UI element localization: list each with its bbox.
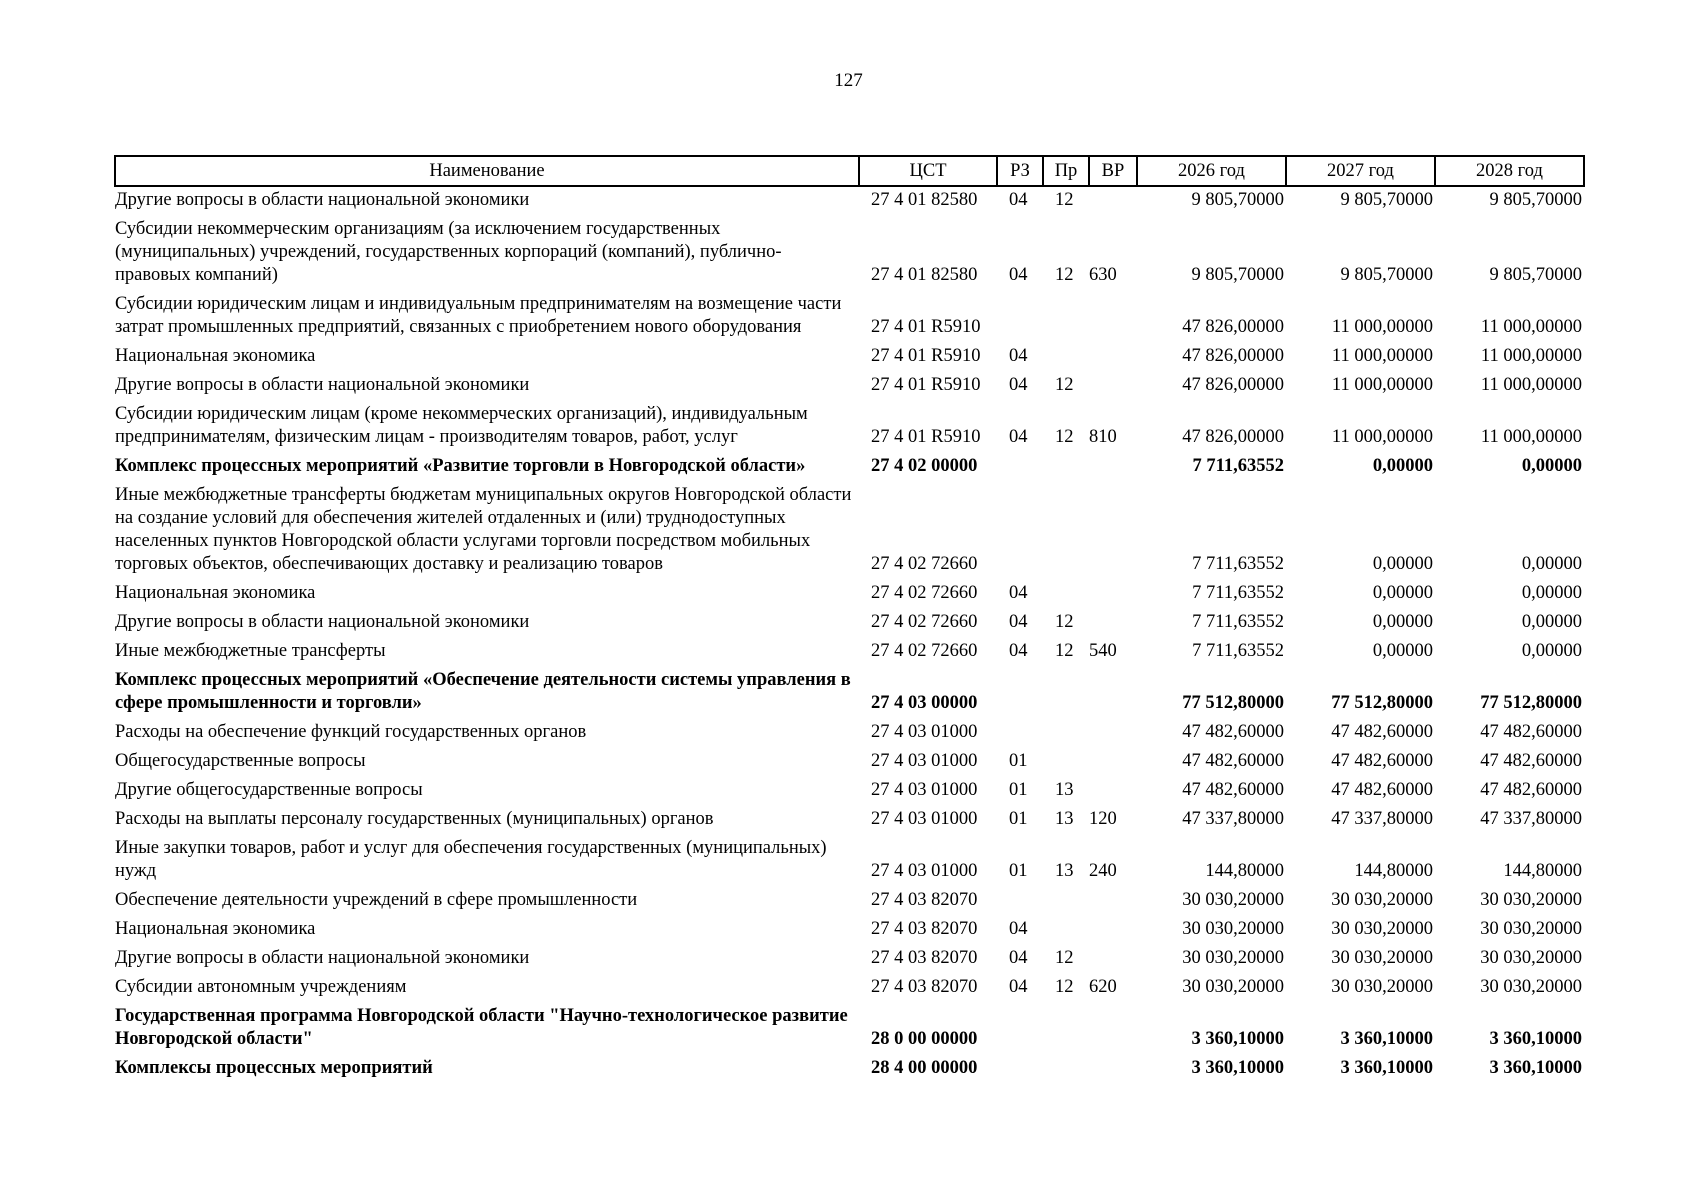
row-pr: 12	[1055, 641, 1074, 661]
row-rz	[997, 291, 1043, 343]
row-cst: 27 4 01 82580	[871, 190, 978, 210]
row-2027: 3 360,10000	[1340, 1029, 1433, 1049]
row-2028: 11 000,00000	[1480, 427, 1582, 447]
table-row	[115, 974, 1584, 1003]
table-row	[115, 580, 1584, 609]
table-body	[115, 186, 1584, 1084]
row-cst: 27 4 02 00000	[871, 456, 978, 476]
row-pr: 13	[1055, 809, 1074, 829]
row-pr	[1043, 916, 1089, 945]
row-vr	[1089, 453, 1137, 482]
row-2026: 77 512,80000	[1182, 693, 1284, 713]
row-cst: 27 4 02 72660	[871, 641, 978, 661]
row-name: Комплекс процессных мероприятий «Обеспечение деятельности системы управления в сфере промышленности и торговли»	[115, 670, 851, 713]
row-rz: 04	[1009, 346, 1028, 366]
row-cst: 28 4 00 00000	[871, 1058, 978, 1078]
row-2027: 3 360,10000	[1340, 1058, 1433, 1078]
row-2027: 30 030,20000	[1331, 890, 1433, 910]
row-vr: 810	[1089, 427, 1117, 447]
row-2026: 30 030,20000	[1182, 890, 1284, 910]
row-rz	[997, 719, 1043, 748]
row-2026: 47 482,60000	[1182, 722, 1284, 742]
header-name: Наименование	[115, 156, 859, 186]
row-2026: 47 482,60000	[1182, 751, 1284, 771]
table-row	[115, 343, 1584, 372]
row-rz: 04	[1009, 427, 1028, 447]
row-rz: 01	[1009, 751, 1028, 771]
row-cst: 27 4 03 82070	[871, 919, 978, 939]
table-row	[115, 887, 1584, 916]
page-number: 127	[834, 70, 863, 91]
row-2026: 47 482,60000	[1182, 780, 1284, 800]
row-2026: 9 805,70000	[1191, 190, 1284, 210]
row-cst: 27 4 03 00000	[871, 693, 978, 713]
row-rz: 01	[1009, 861, 1028, 881]
row-pr: 13	[1055, 780, 1074, 800]
row-2028: 30 030,20000	[1480, 919, 1582, 939]
row-pr: 12	[1055, 375, 1074, 395]
row-pr	[1043, 887, 1089, 916]
row-cst: 27 4 02 72660	[871, 583, 978, 603]
row-vr	[1089, 916, 1137, 945]
row-2027: 11 000,00000	[1331, 375, 1433, 395]
row-2028: 47 482,60000	[1480, 722, 1582, 742]
row-name: Другие вопросы в области национальной экономики	[115, 190, 530, 210]
row-rz: 04	[1009, 265, 1028, 285]
row-2026: 3 360,10000	[1191, 1058, 1284, 1078]
row-pr	[1043, 580, 1089, 609]
row-rz: 04	[1009, 641, 1028, 661]
row-rz: 04	[1009, 190, 1028, 210]
row-2028: 144,80000	[1503, 861, 1582, 881]
row-name: Субсидии автономным учреждениям	[115, 977, 407, 997]
row-cst: 27 4 01 82580	[871, 265, 978, 285]
row-2026: 3 360,10000	[1191, 1029, 1284, 1049]
row-2026: 47 826,00000	[1182, 375, 1284, 395]
table-row	[115, 609, 1584, 638]
row-vr	[1089, 667, 1137, 719]
row-cst: 27 4 01 R5910	[871, 317, 981, 337]
row-2028: 30 030,20000	[1480, 977, 1582, 997]
row-2028: 0,00000	[1521, 456, 1582, 476]
row-cst: 27 4 03 01000	[871, 780, 978, 800]
row-pr: 13	[1055, 861, 1074, 881]
table-row	[115, 1055, 1584, 1084]
row-2026: 47 826,00000	[1182, 427, 1284, 447]
header-pr: Пр	[1043, 156, 1089, 186]
row-name: Другие вопросы в области национальной экономики	[115, 612, 530, 632]
row-pr: 12	[1055, 265, 1074, 285]
header-2028: 2028 год	[1435, 156, 1584, 186]
table-row	[115, 482, 1584, 580]
row-rz: 04	[1009, 583, 1028, 603]
table-row	[115, 1003, 1584, 1055]
row-2028: 11 000,00000	[1480, 346, 1582, 366]
row-cst: 28 0 00 00000	[871, 1029, 978, 1049]
row-vr	[1089, 482, 1137, 580]
row-name: Другие вопросы в области национальной экономики	[115, 375, 530, 395]
row-2027: 0,00000	[1372, 456, 1433, 476]
row-2028: 3 360,10000	[1489, 1058, 1582, 1078]
row-2028: 77 512,80000	[1480, 693, 1582, 713]
row-name: Расходы на обеспечение функций государственных органов	[115, 722, 587, 742]
row-2028: 0,00000	[1521, 554, 1582, 574]
row-2027: 47 337,80000	[1331, 809, 1433, 829]
row-name: Субсидии юридическим лицам и индивидуальным предпринимателям на возмещение части затрат промышленных предприятий, связанных с приобретением нового оборудования	[115, 294, 842, 337]
row-name: Общегосударственные вопросы	[115, 751, 366, 771]
row-vr: 120	[1089, 809, 1117, 829]
row-2026: 47 826,00000	[1182, 346, 1284, 366]
row-rz: 04	[1009, 919, 1028, 939]
row-name: Иные межбюджетные трансферты бюджетам муниципальных округов Новгородской области на создание условий для обеспечения жителей отдаленных и (или) труднодоступных населенных пунктов Новгородской области услугами торговли посредством мобильных торговых объектов, обеспечивающих доставку и реализацию товаров	[115, 485, 852, 574]
row-2027: 9 805,70000	[1340, 190, 1433, 210]
table-row	[115, 216, 1584, 291]
row-2027: 0,00000	[1372, 583, 1433, 603]
row-cst: 27 4 01 R5910	[871, 346, 981, 366]
row-vr	[1089, 609, 1137, 638]
row-2027: 77 512,80000	[1331, 693, 1433, 713]
row-vr	[1089, 748, 1137, 777]
row-pr: 12	[1055, 977, 1074, 997]
row-vr	[1089, 372, 1137, 401]
header-2026: 2026 год	[1137, 156, 1286, 186]
row-2028: 11 000,00000	[1480, 375, 1582, 395]
row-2028: 11 000,00000	[1480, 317, 1582, 337]
row-2027: 47 482,60000	[1331, 780, 1433, 800]
row-2028: 9 805,70000	[1489, 265, 1582, 285]
row-2026: 7 711,63552	[1192, 583, 1284, 603]
row-vr: 240	[1089, 861, 1117, 881]
row-name: Национальная экономика	[115, 346, 316, 366]
table-row	[115, 638, 1584, 667]
row-name: Обеспечение деятельности учреждений в сфере промышленности	[115, 890, 638, 910]
budget-table	[114, 155, 1585, 1084]
row-2027: 30 030,20000	[1331, 919, 1433, 939]
row-pr	[1043, 482, 1089, 580]
table-row	[115, 372, 1584, 401]
row-name: Государственная программа Новгородской области "Научно-технологическое развитие Новгородской области"	[115, 1006, 848, 1049]
row-rz: 01	[1009, 809, 1028, 829]
row-vr: 630	[1089, 265, 1117, 285]
row-2027: 47 482,60000	[1331, 751, 1433, 771]
row-cst: 27 4 03 82070	[871, 977, 978, 997]
row-2028: 47 482,60000	[1480, 751, 1582, 771]
row-cst: 27 4 03 82070	[871, 890, 978, 910]
row-name: Иные закупки товаров, работ и услуг для обеспечения государственных (муниципальных) нужд	[115, 838, 827, 881]
row-vr: 620	[1089, 977, 1117, 997]
table-row	[115, 667, 1584, 719]
table-row	[115, 748, 1584, 777]
header-rz: РЗ	[997, 156, 1043, 186]
table-row	[115, 186, 1584, 216]
row-rz: 04	[1009, 977, 1028, 997]
row-pr: 12	[1055, 427, 1074, 447]
row-rz	[997, 887, 1043, 916]
row-2027: 144,80000	[1354, 861, 1433, 881]
row-vr	[1089, 580, 1137, 609]
row-2027: 0,00000	[1372, 554, 1433, 574]
row-2028: 47 482,60000	[1480, 780, 1582, 800]
row-2026: 7 711,63552	[1192, 641, 1284, 661]
table-row	[115, 806, 1584, 835]
row-2028: 0,00000	[1521, 583, 1582, 603]
table-row	[115, 835, 1584, 887]
row-rz	[997, 453, 1043, 482]
row-name: Комплекс процессных мероприятий «Развитие торговли в Новгородской области»	[115, 456, 806, 476]
row-name: Национальная экономика	[115, 583, 316, 603]
row-cst: 27 4 03 01000	[871, 809, 978, 829]
row-vr	[1089, 719, 1137, 748]
row-2027: 47 482,60000	[1331, 722, 1433, 742]
row-cst: 27 4 03 01000	[871, 861, 978, 881]
row-2027: 0,00000	[1372, 612, 1433, 632]
row-2026: 30 030,20000	[1182, 977, 1284, 997]
row-2028: 30 030,20000	[1480, 948, 1582, 968]
row-vr	[1089, 186, 1137, 216]
row-name: Другие общегосударственные вопросы	[115, 780, 423, 800]
table-row	[115, 291, 1584, 343]
row-2027: 9 805,70000	[1340, 265, 1433, 285]
row-2026: 7 711,63552	[1192, 554, 1284, 574]
row-2028: 47 337,80000	[1480, 809, 1582, 829]
row-2026: 7 711,63552	[1192, 612, 1284, 632]
row-rz	[997, 482, 1043, 580]
table-row	[115, 453, 1584, 482]
row-cst: 27 4 02 72660	[871, 554, 978, 574]
table-row	[115, 777, 1584, 806]
table-row	[115, 916, 1584, 945]
header-vr: ВР	[1089, 156, 1137, 186]
row-2027: 11 000,00000	[1331, 346, 1433, 366]
row-cst: 27 4 03 01000	[871, 751, 978, 771]
row-2028: 9 805,70000	[1489, 190, 1582, 210]
row-2026: 7 711,63552	[1192, 456, 1284, 476]
row-rz: 04	[1009, 375, 1028, 395]
row-2026: 30 030,20000	[1182, 948, 1284, 968]
row-cst: 27 4 01 R5910	[871, 375, 981, 395]
row-cst: 27 4 03 82070	[871, 948, 978, 968]
row-name: Национальная экономика	[115, 919, 316, 939]
row-2027: 11 000,00000	[1331, 317, 1433, 337]
row-vr: 540	[1089, 641, 1117, 661]
row-vr	[1089, 777, 1137, 806]
row-name: Субсидии юридическим лицам (кроме некоммерческих организаций), индивидуальным предпринимателям, физическим лицам - производителям товаров, работ, услуг	[115, 404, 808, 447]
table-row	[115, 945, 1584, 974]
row-vr	[1089, 1003, 1137, 1055]
table-header	[115, 156, 1584, 186]
row-pr: 12	[1055, 948, 1074, 968]
row-pr	[1043, 748, 1089, 777]
row-pr	[1043, 667, 1089, 719]
row-2027: 0,00000	[1372, 641, 1433, 661]
row-pr	[1043, 1055, 1089, 1084]
row-2028: 3 360,10000	[1489, 1029, 1582, 1049]
row-2027: 30 030,20000	[1331, 977, 1433, 997]
row-2028: 0,00000	[1521, 641, 1582, 661]
row-2028: 30 030,20000	[1480, 890, 1582, 910]
table-row	[115, 401, 1584, 453]
row-2026: 47 826,00000	[1182, 317, 1284, 337]
row-2027: 30 030,20000	[1331, 948, 1433, 968]
row-2026: 30 030,20000	[1182, 919, 1284, 939]
row-cst: 27 4 03 01000	[871, 722, 978, 742]
row-cst: 27 4 02 72660	[871, 612, 978, 632]
row-pr: 12	[1055, 190, 1074, 210]
row-2027: 11 000,00000	[1331, 427, 1433, 447]
row-pr	[1043, 453, 1089, 482]
row-rz	[997, 667, 1043, 719]
row-rz: 04	[1009, 612, 1028, 632]
row-name: Комплексы процессных мероприятий	[115, 1058, 433, 1078]
row-vr	[1089, 887, 1137, 916]
row-2028: 0,00000	[1521, 612, 1582, 632]
row-name: Расходы на выплаты персоналу государственных (муниципальных) органов	[115, 809, 714, 829]
row-2026: 144,80000	[1205, 861, 1284, 881]
row-2026: 9 805,70000	[1191, 265, 1284, 285]
row-pr	[1043, 1003, 1089, 1055]
row-rz: 01	[1009, 780, 1028, 800]
row-rz: 04	[1009, 948, 1028, 968]
row-vr	[1089, 1055, 1137, 1084]
row-name: Иные межбюджетные трансферты	[115, 641, 386, 661]
row-vr	[1089, 945, 1137, 974]
row-vr	[1089, 343, 1137, 372]
row-vr	[1089, 291, 1137, 343]
row-cst: 27 4 01 R5910	[871, 427, 981, 447]
row-rz	[997, 1003, 1043, 1055]
row-name: Субсидии некоммерческим организациям (за исключением государственных (муниципальных) учреждений, государственных корпораций (компаний), публично-правовых компаний)	[115, 219, 782, 285]
row-rz	[997, 1055, 1043, 1084]
header-cst: ЦСТ	[859, 156, 997, 186]
row-pr	[1043, 719, 1089, 748]
row-pr: 12	[1055, 612, 1074, 632]
row-pr	[1043, 343, 1089, 372]
table-row	[115, 719, 1584, 748]
row-pr	[1043, 291, 1089, 343]
row-2026: 47 337,80000	[1182, 809, 1284, 829]
row-name: Другие вопросы в области национальной экономики	[115, 948, 530, 968]
header-2027: 2027 год	[1286, 156, 1435, 186]
